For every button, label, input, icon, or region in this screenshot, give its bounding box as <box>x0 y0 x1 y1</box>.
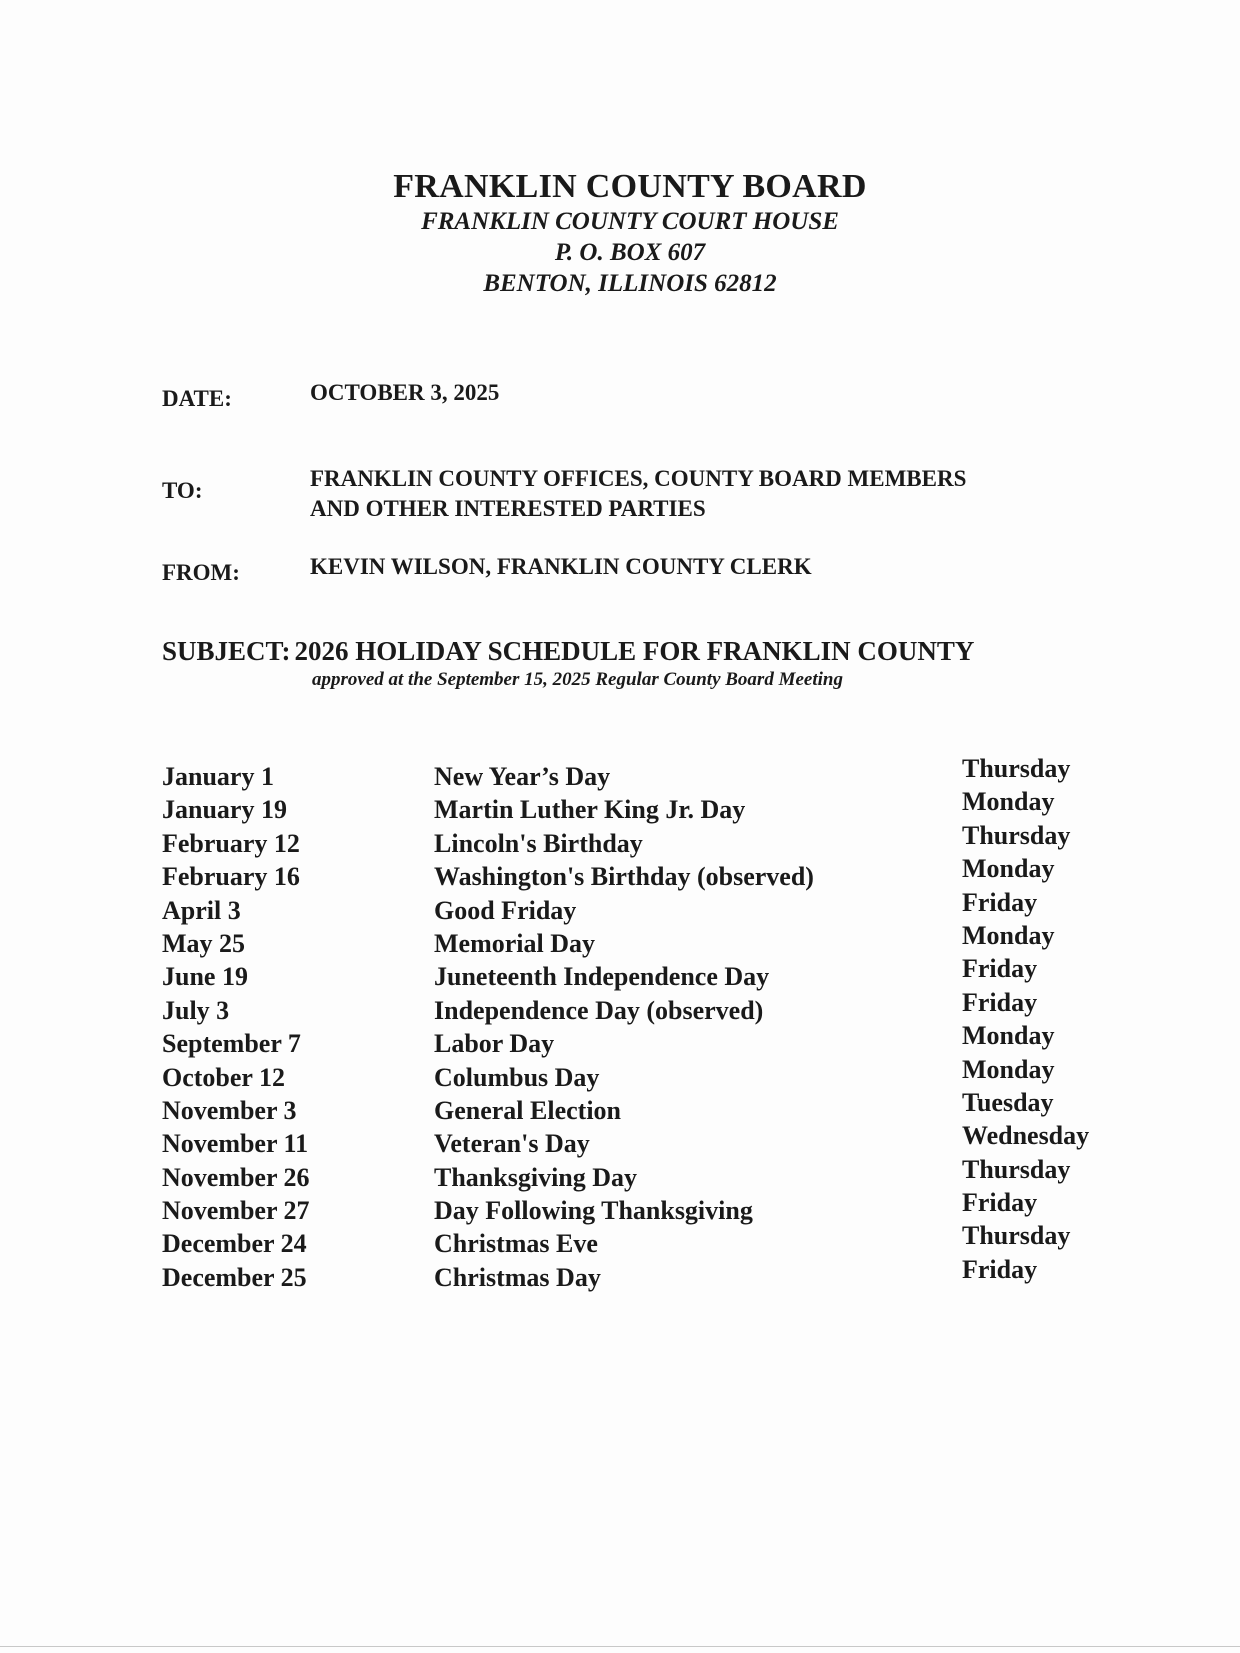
holiday-weekday: Thursday <box>962 1154 1071 1184</box>
holiday-weekday: Monday <box>962 1054 1055 1084</box>
from-value: KEVIN WILSON, FRANKLIN COUNTY CLERK <box>310 554 812 579</box>
holiday-name: Independence Day (observed) <box>434 995 764 1025</box>
holiday-date: November 11 <box>162 1129 309 1159</box>
holiday-name: Thanksgiving Day <box>434 1162 638 1192</box>
holiday-name: Columbus Day <box>434 1062 600 1092</box>
holiday-name: Good Friday <box>434 895 577 925</box>
holiday-date: September 7 <box>162 1029 301 1059</box>
holiday-weekday: Monday <box>962 787 1055 817</box>
letterhead-city: BENTON, ILLINOIS 62812 <box>483 270 777 297</box>
subject-value: 2026 HOLIDAY SCHEDULE FOR FRANKLIN COUNTY <box>294 636 975 666</box>
from-label: FROM: <box>162 560 240 585</box>
holiday-weekday: Wednesday <box>962 1121 1090 1151</box>
holiday-weekday: Thursday <box>962 1221 1071 1251</box>
holiday-weekday: Thursday <box>962 754 1071 783</box>
holiday-name: New Year’s Day <box>434 762 611 791</box>
holiday-name: Christmas Eve <box>434 1229 598 1259</box>
holiday-weekday: Friday <box>962 987 1038 1017</box>
holiday-weekday: Tuesday <box>962 1087 1054 1117</box>
letterhead <box>0 168 1240 299</box>
holiday-name: Martin Luther King Jr. Day <box>434 795 746 825</box>
holiday-date: January 1 <box>162 762 274 791</box>
holiday-name: Memorial Day <box>434 928 596 958</box>
holiday-name: Veteran's Day <box>434 1129 590 1159</box>
to-value-line1: FRANKLIN COUNTY OFFICES, COUNTY BOARD MEMBERS <box>310 466 967 491</box>
holiday-weekday: Friday <box>962 887 1038 917</box>
holiday-date: October 12 <box>162 1062 285 1092</box>
date-field <box>162 380 500 412</box>
holiday-name: Day Following Thanksgiving <box>434 1196 753 1226</box>
holiday-weekday: Friday <box>962 1188 1038 1218</box>
holiday-weekday: Thursday <box>962 820 1071 850</box>
to-field <box>162 466 967 524</box>
holiday-date: May 25 <box>162 928 246 958</box>
holiday-weekday: Friday <box>962 1254 1038 1284</box>
subject-note: approved at the September 15, 2025 Regular County Board Meeting <box>312 669 843 690</box>
letterhead-courthouse: FRANKLIN COUNTY COURT HOUSE <box>421 208 839 235</box>
letterhead-po-box: P. O. BOX 607 <box>554 239 706 266</box>
holiday-date: April 3 <box>162 895 241 925</box>
holiday-weekday: Friday <box>962 954 1038 984</box>
holiday-name: Labor Day <box>434 1029 555 1059</box>
holiday-date: November 3 <box>162 1095 297 1125</box>
holiday-name: General Election <box>434 1095 622 1125</box>
holiday-name: Christmas Day <box>434 1262 601 1292</box>
holiday-date: July 3 <box>162 995 230 1025</box>
holiday-name: Washington's Birthday (observed) <box>434 862 814 892</box>
date-label: DATE: <box>162 386 232 411</box>
holiday-weekday: Monday <box>962 854 1055 884</box>
holiday-date: June 19 <box>162 962 248 992</box>
page-bottom-edge <box>0 1646 1240 1647</box>
to-value-line2: AND OTHER INTERESTED PARTIES <box>310 496 706 521</box>
holiday-date: February 12 <box>162 828 300 858</box>
holiday-date: December 24 <box>162 1229 307 1259</box>
holiday-date: February 16 <box>162 862 300 892</box>
holiday-name: Lincoln's Birthday <box>434 828 643 858</box>
holiday-name: Juneteenth Independence Day <box>434 962 770 992</box>
holiday-date: December 25 <box>162 1262 307 1292</box>
letterhead-title: FRANKLIN COUNTY BOARD <box>393 168 867 205</box>
holiday-date: November 26 <box>162 1162 310 1192</box>
from-field <box>162 554 812 586</box>
to-label: TO: <box>162 478 203 503</box>
holiday-weekday: Monday <box>962 1021 1055 1051</box>
subject-field <box>162 636 974 691</box>
subject-label: SUBJECT: <box>162 636 291 666</box>
to-value <box>310 464 966 524</box>
holiday-date: November 27 <box>162 1196 310 1226</box>
date-value: OCTOBER 3, 2025 <box>310 380 500 405</box>
holiday-date: January 19 <box>162 795 287 825</box>
holiday-weekday: Monday <box>962 920 1055 950</box>
